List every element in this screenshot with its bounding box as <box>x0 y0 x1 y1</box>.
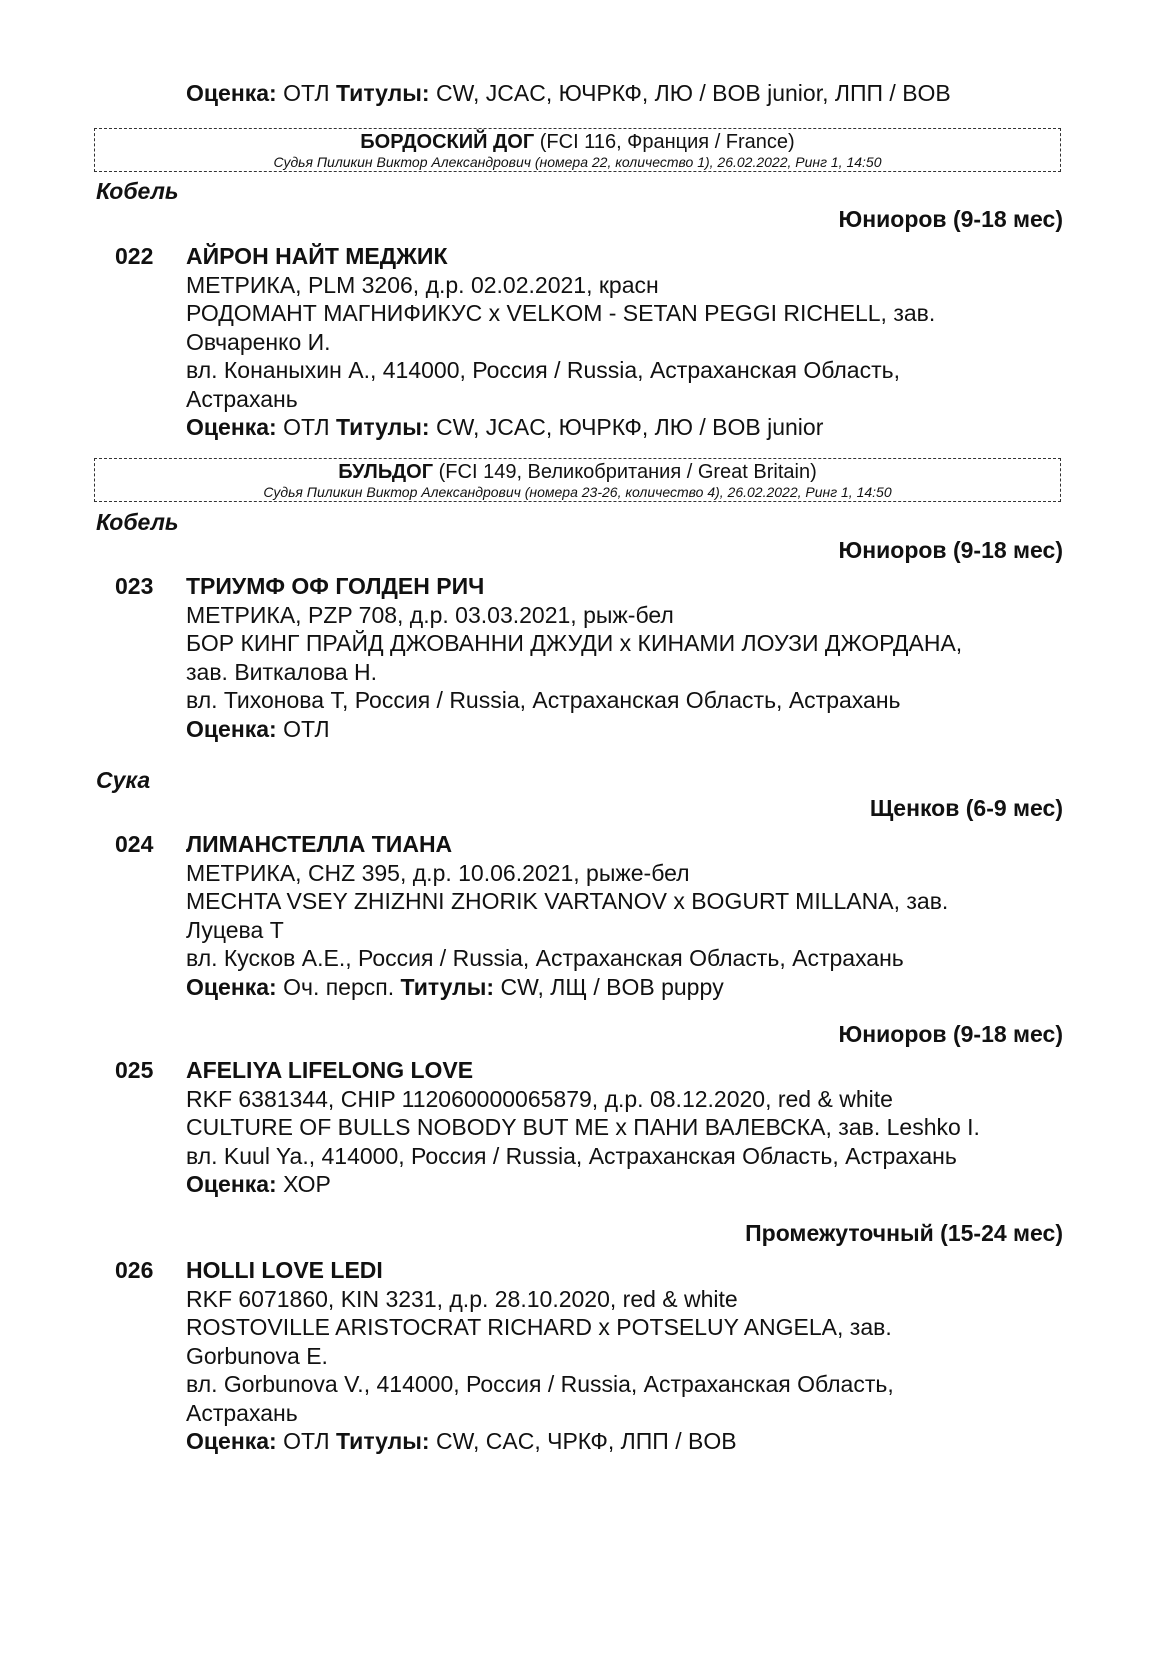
owner-city: Астрахань <box>186 385 298 412</box>
breed-judge: Судья Пиликин Виктор Александрович (номера 22, количество 1), 26.02.2022, Ринг 1, 14:50 <box>273 154 882 170</box>
grade-value: ОТЛ <box>283 1428 330 1454</box>
titles-label: Титулы: <box>400 973 495 1000</box>
titles-value: CW, CAC, ЧРКФ, ЛПП / BOB <box>435 1428 737 1454</box>
entry-number: 026 <box>115 1257 154 1283</box>
breeder: Gorbunova E. <box>186 1342 328 1369</box>
dog-name: АЙРОН НАЙТ МЕДЖИК <box>186 243 448 269</box>
breed-name: БУЛЬДОГ <box>338 461 434 483</box>
top-grade-line <box>186 79 951 107</box>
grade-value: ХОР <box>283 1171 331 1197</box>
grade-value: ОТЛ <box>283 80 330 106</box>
titles-value: CW, JCAC, ЮЧРКФ, ЛЮ / BOB junior <box>435 414 824 440</box>
grade-label: Оценка: <box>186 80 277 106</box>
parents: БОР КИНГ ПРАЙД ДЖОВАННИ ДЖУДИ x КИНАМИ ЛОУЗИ ДЖОРДАНА, <box>186 630 963 656</box>
grade-label: Оценка: <box>186 715 277 742</box>
grade-line <box>186 973 1066 1002</box>
grade-value: ОТЛ <box>283 715 330 742</box>
registration: МЕТРИКА, PZP 708, д.р. 03.03.2021, рыж-бел <box>186 601 674 628</box>
parents: MECHTA VSEY ZHIZHNI ZHORIK VARTANOV x BOGURT MILLANA, зав. <box>186 888 949 914</box>
entry-number: 022 <box>115 243 154 269</box>
owner: вл. Тихонова Т, Россия / Russia, Астраханская Область, Астрахань <box>186 687 901 713</box>
breeder: зав. Виткалова Н. <box>186 658 378 685</box>
grade-label: Оценка: <box>186 1171 277 1197</box>
titles-value: CW, JCAC, ЮЧРКФ, ЛЮ / BOB junior, ЛПП / BOB <box>435 80 951 106</box>
parents: ROSTOVILLE ARISTOCRAT RICHARD x POTSELUY ANGELA, зав. <box>186 1314 892 1340</box>
class-heading-intermediate: Промежуточный (15-24 мес) <box>745 1220 1063 1246</box>
grade-label: Оценка: <box>186 1428 277 1454</box>
titles-value: CW, ЛЩ / BOB puppy <box>500 973 724 1000</box>
grade-line <box>186 1170 1066 1199</box>
owner-city: Астрахань <box>186 1399 298 1426</box>
breed-judge: Судья Пиликин Виктор Александрович (номера 23-26, количество 4), 26.02.2022, Ринг 1, 14:50 <box>263 484 892 500</box>
entry-number: 023 <box>115 573 154 599</box>
owner: вл. Gorbunova V., 414000, Россия / Russia, Астраханская Область, <box>186 1371 894 1397</box>
sex-heading-female: Сука <box>96 767 151 793</box>
grade-value: Оч. персп. <box>283 973 395 1000</box>
owner: вл. Конаныхин А., 414000, Россия / Russia, Астраханская Область, <box>186 357 901 383</box>
class-heading-puppy: Щенков (6-9 мес) <box>869 795 1063 821</box>
breed-header-bordeaux <box>94 128 1061 172</box>
grade-line <box>186 1427 1066 1456</box>
owner: вл. Kuul Ya., 414000, Россия / Russia, Астраханская Область, Астрахань <box>186 1142 957 1169</box>
class-heading-junior: Юниоров (9-18 мес) <box>838 537 1063 563</box>
grade-label: Оценка: <box>186 414 277 440</box>
registration: МЕТРИКА, PLM 3206, д.р. 02.02.2021, красн <box>186 271 659 298</box>
registration: RKF 6071860, KIN 3231, д.р. 28.10.2020, red & white <box>186 1285 738 1312</box>
breed-origin: (FCI 116, Франция / France) <box>539 131 795 153</box>
registration: RKF 6381344, CHIP 112060000065879, д.р. 08.12.2020, red & white <box>186 1085 893 1112</box>
registration: МЕТРИКА, CHZ 395, д.р. 10.06.2021, рыже-бел <box>186 859 690 886</box>
parents: CULTURE OF BULLS NOBODY BUT ME x ПАНИ ВАЛЕВСКА, зав. Leshko I. <box>186 1114 980 1140</box>
titles-label: Титулы: <box>336 80 430 106</box>
dog-name: AFELIYA LIFELONG LOVE <box>186 1057 474 1083</box>
grade-line <box>186 715 1066 744</box>
sex-heading-male: Кобель <box>96 178 179 204</box>
dog-name: ЛИМАНСТЕЛЛА ТИАНА <box>186 831 453 857</box>
dog-name: ТРИУМФ ОФ ГОЛДЕН РИЧ <box>186 573 485 599</box>
breed-name: БОРДОСКИЙ ДОГ <box>360 131 535 153</box>
sex-heading-male: Кобель <box>96 509 179 535</box>
titles-label: Титулы: <box>336 1428 430 1454</box>
grade-line <box>186 413 1066 442</box>
owner: вл. Кусков А.Е., Россия / Russia, Астраханская Область, Астрахань <box>186 945 904 971</box>
grade-label: Оценка: <box>186 973 277 1000</box>
class-heading-junior: Юниоров (9-18 мес) <box>838 206 1063 232</box>
breed-origin: (FCI 149, Великобритания / Great Britain) <box>438 461 817 483</box>
grade-value: ОТЛ <box>283 414 330 440</box>
entry-number: 025 <box>115 1057 154 1083</box>
entry-number: 024 <box>115 831 154 857</box>
breed-header-bulldog <box>94 458 1061 502</box>
breeder: Овчаренко И. <box>186 328 331 355</box>
titles-label: Титулы: <box>336 414 430 440</box>
class-heading-junior: Юниоров (9-18 мес) <box>838 1021 1063 1047</box>
breeder: Луцева Т <box>186 916 284 943</box>
dog-name: HOLLI LOVE LEDI <box>186 1257 383 1283</box>
parents: РОДОМАНТ МАГНИФИКУС x VELKOM - SETAN PEGGI RICHELL, зав. <box>186 300 936 326</box>
